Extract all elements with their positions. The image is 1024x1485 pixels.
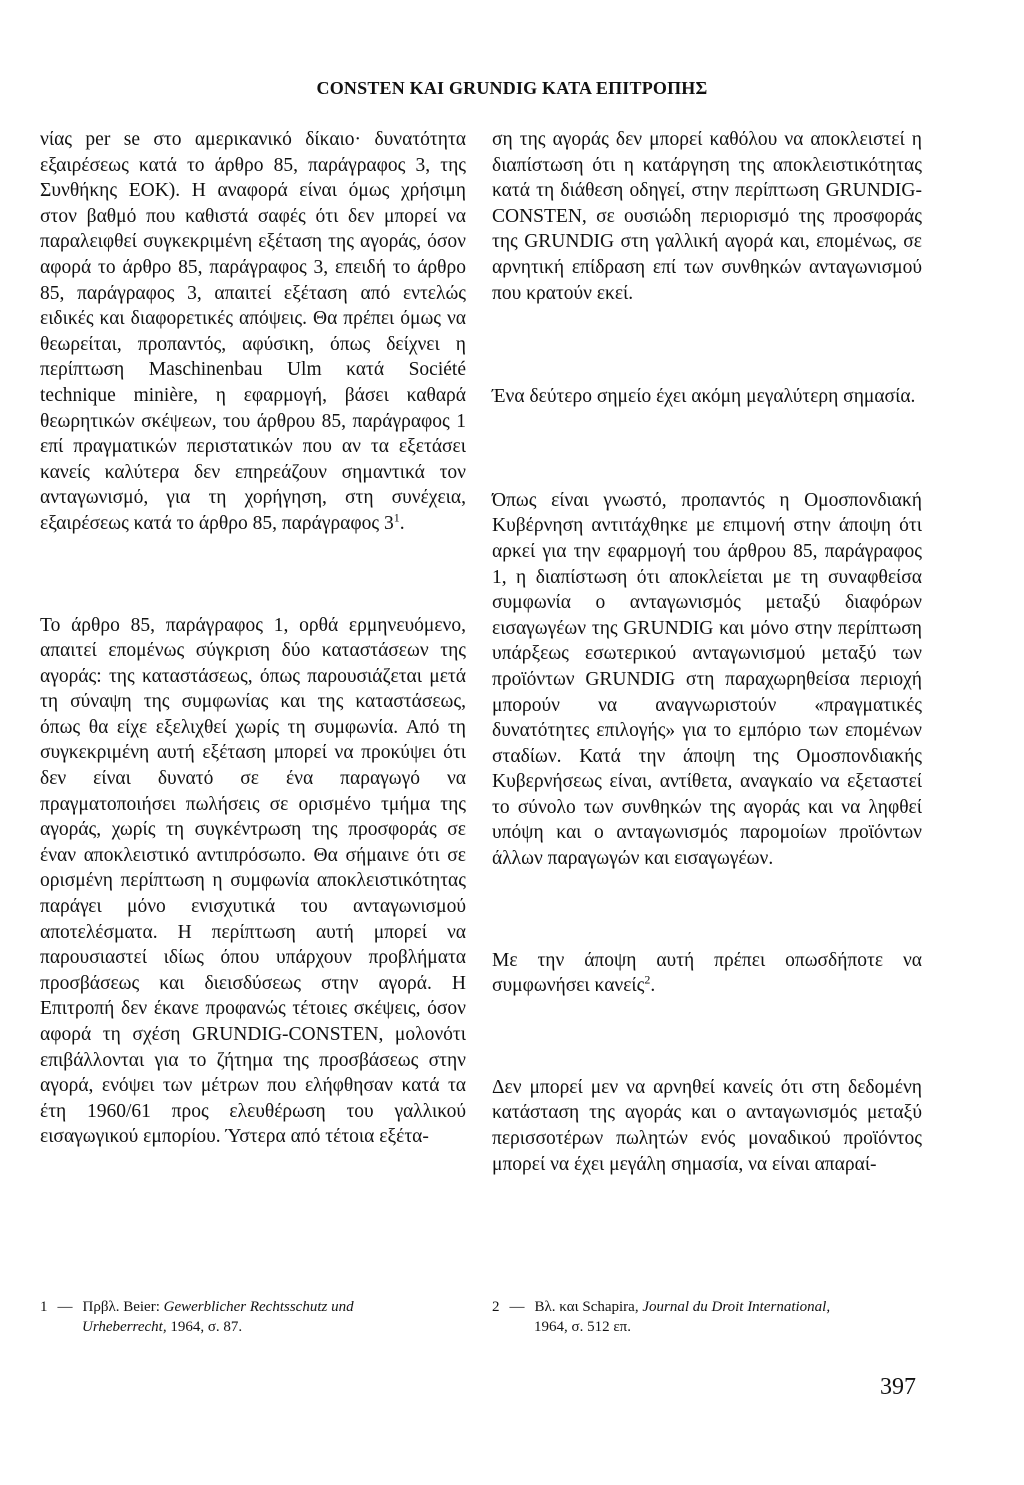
footnote-1: [40, 1297, 460, 1337]
paragraph: Το άρθρο 85, παράγραφος 1, ορθά ερμηνευόμενο, απαιτεί επομένως σύγκριση δύο καταστάσεων της αγοράς: της καταστάσεως, όπως παρουσιάζεται μετά τη σύναψη της συμφωνίας και της καταστάσεως, όπως θα είχε εξελιχθεί χωρίς τη συμφωνία. Από τη συγκεκριμένη αυτή εξέταση μπορεί να προκύψει ότι δεν είναι δυνατό σε ένα παραγωγό να πραγματοποιήσει πωλήσεις σε ορισμένο τμήμα της αγοράς, χωρίς τη συγκέντρωση της προσφοράς σε έναν αποκλειστικό αντιπρόσωπο. Θα σήμαινε ότι σε ορισμένη περίπτωση η συμφωνία αποκλειστικότητας παράγει μόνο ενισχυτικά του ανταγωνισμού αποτελέσματα. Η περίπτωση αυτή μπορεί να παρουσιαστεί ιδίως όπου υπάρχουν προβλήματα προσβάσεως και διεισδύσεως στην αγορά. Η Επιτροπή δεν έκανε προφανώς τέτοιες σκέψεις, όσον αφορά τη σχέση GRUNDIG-CONSTEN, μολονότι επιβάλλονται για το ζήτημα της προσβάσεως στην αγορά, ενόψει των μέτρων που ελήφθησαν κατά τα έτη 1960/61 προς ελευθέρωση του γαλλικού εισαγωγικού εμπορίου. Ύστερα από τέτοια εξέτα-: [40, 614, 466, 1148]
footnote-title: Gewerblicher Rechtsschutz und: [163, 1299, 354, 1315]
paragraph-text: Με την άποψη αυτή πρέπει οπωσδήποτε να συμφωνήσει κανείς: [492, 949, 922, 997]
right-column: [492, 127, 922, 1177]
paragraph: Δεν μπορεί μεν να αρνηθεί κανείς ότι στη δεδομένη κατάσταση της αγοράς και ο ανταγωνισμός μεταξύ περισσοτέρων πωλητών ενός μοναδικού προϊόντος μπορεί να έχει μεγάλη σημασία, να είναι απαραί-: [492, 1076, 922, 1175]
paragraph-text: νίας per se στο αμερικανικό δίκαιο· δυνατότητα εξαιρέσεως κατά το άρθρο 85, παράγραφος 3, της Συνθήκης ΕΟΚ). Η αναφορά είναι όμως χρήσιμη στον βαθμό που καθιστά σαφές ότι δεν μπορεί να παραλειφθεί συγκεκριμένη εξέταση της αγοράς, όσον αφορά το άρθρο 85, παράγραφος 3, επειδή το άρθρο 85, παράγραφος 3, απαιτεί εξέταση από εντελώς ειδικές και διαφορετικές απόψεις. Θα πρέπει όμως να θεωρείται, προπαντός, αφύσικη, όπως δείχνει η περίπτωση Maschinenbau Ulm κατά Société technique minière, η εφαρμογή, βάσει καθαρά θεωρητικών σκέψεων, του άρθρου 85, παράγραφος 1 επί πραγματικών περιστατικών που αν τα εξετάσει κανείς καλύτερα δεν επηρεάζουν σημαντικά τον ανταγωνισμό, για τη χορήγηση, στη συνέχεια, εξαιρέσεως κατά το άρθρο 85, παράγραφος 3: [40, 129, 466, 534]
footnote-lead: Πρβλ. Beier:: [82, 1299, 160, 1315]
page-number: 397: [880, 1374, 916, 1400]
footnote-lead: Βλ. και Schapira,: [534, 1299, 639, 1315]
footnote-tail: 1964, σ. 87.: [170, 1319, 243, 1335]
footnote-title: Journal du Droit International,: [642, 1299, 831, 1315]
paragraph-tail: .: [650, 975, 656, 997]
paragraph-tail: .: [399, 512, 405, 534]
paragraph: ση της αγοράς δεν μπορεί καθόλου να αποκλειστεί η διαπίστωση ότι η κατάργηση της αποκλειστικότητας κατά τη διάθεση οδηγεί, στην περίπτωση GRUNDIG-CONSTEN, σε ουσιώδη περιορισμό της προσφοράς της GRUNDIG στη γαλλική αγορά και, επομένως, σε αρνητική επίδραση επί των συνθηκών ανταγωνισμού που κρατούν εκεί.: [492, 129, 922, 304]
footnote-2: [492, 1297, 922, 1337]
footnote-dash: —: [509, 1299, 525, 1315]
running-header: CONSTEN KAI GRUNDIG KATA ΕΠΙΤΡΟΠΗΣ: [316, 78, 708, 98]
paragraph: [492, 948, 922, 999]
footnote-title-cont: Urheberrecht,: [82, 1319, 167, 1335]
footnote-ref-2[interactable]: 2: [644, 972, 651, 987]
footnote-tail: 1964, σ. 512 επ.: [534, 1319, 631, 1335]
footnote-continuation: [40, 1317, 460, 1337]
footnote-number: 1: [40, 1299, 48, 1315]
footnote-dash: —: [57, 1299, 73, 1315]
paragraph: [40, 127, 466, 537]
left-column: [40, 127, 466, 1150]
footnote-ref-1[interactable]: 1: [393, 510, 400, 525]
footnote-continuation: [492, 1317, 922, 1337]
paragraph: Ένα δεύτερο σημείο έχει ακόμη μεγαλύτερη σημασία.: [492, 386, 916, 408]
footnote-number: 2: [492, 1299, 500, 1315]
paragraph: Όπως είναι γνωστό, προπαντός η Ομοσπονδιακή Κυβέρνηση αντιτάχθηκε με επιμονή στην άποψη ότι αρκεί για την εφαρμογή του άρθρου 85, παράγραφος 1, η διαπίστωση ότι αποκλείεται με τη συναφθείσα συμφωνία ο ανταγωνισμός μεταξύ διαφόρων εισαγωγέων της GRUNDIG και μόνο στην περίπτωση υπάρξεως εσωτερικού ανταγωνισμού μεταξύ των προϊόντων GRUNDIG στη παραχωρηθείσα περιοχή μπορούν να αναγνωριστούν «πραγματικές δυνατότητες επιλογής» για το εμπόριο των επομένων σταδίων. Κατά την άποψη της Ομοσπονδιακής Κυβερνήσεως είναι, αντίθετα, αναγκαίο να εξεταστεί το σύνολο των συνθηκών της αγοράς και να ληφθεί υπόψη και ο ανταγωνισμός παρομοίων προϊόντων άλλων παραγωγών και εισαγωγέων.: [492, 489, 922, 870]
